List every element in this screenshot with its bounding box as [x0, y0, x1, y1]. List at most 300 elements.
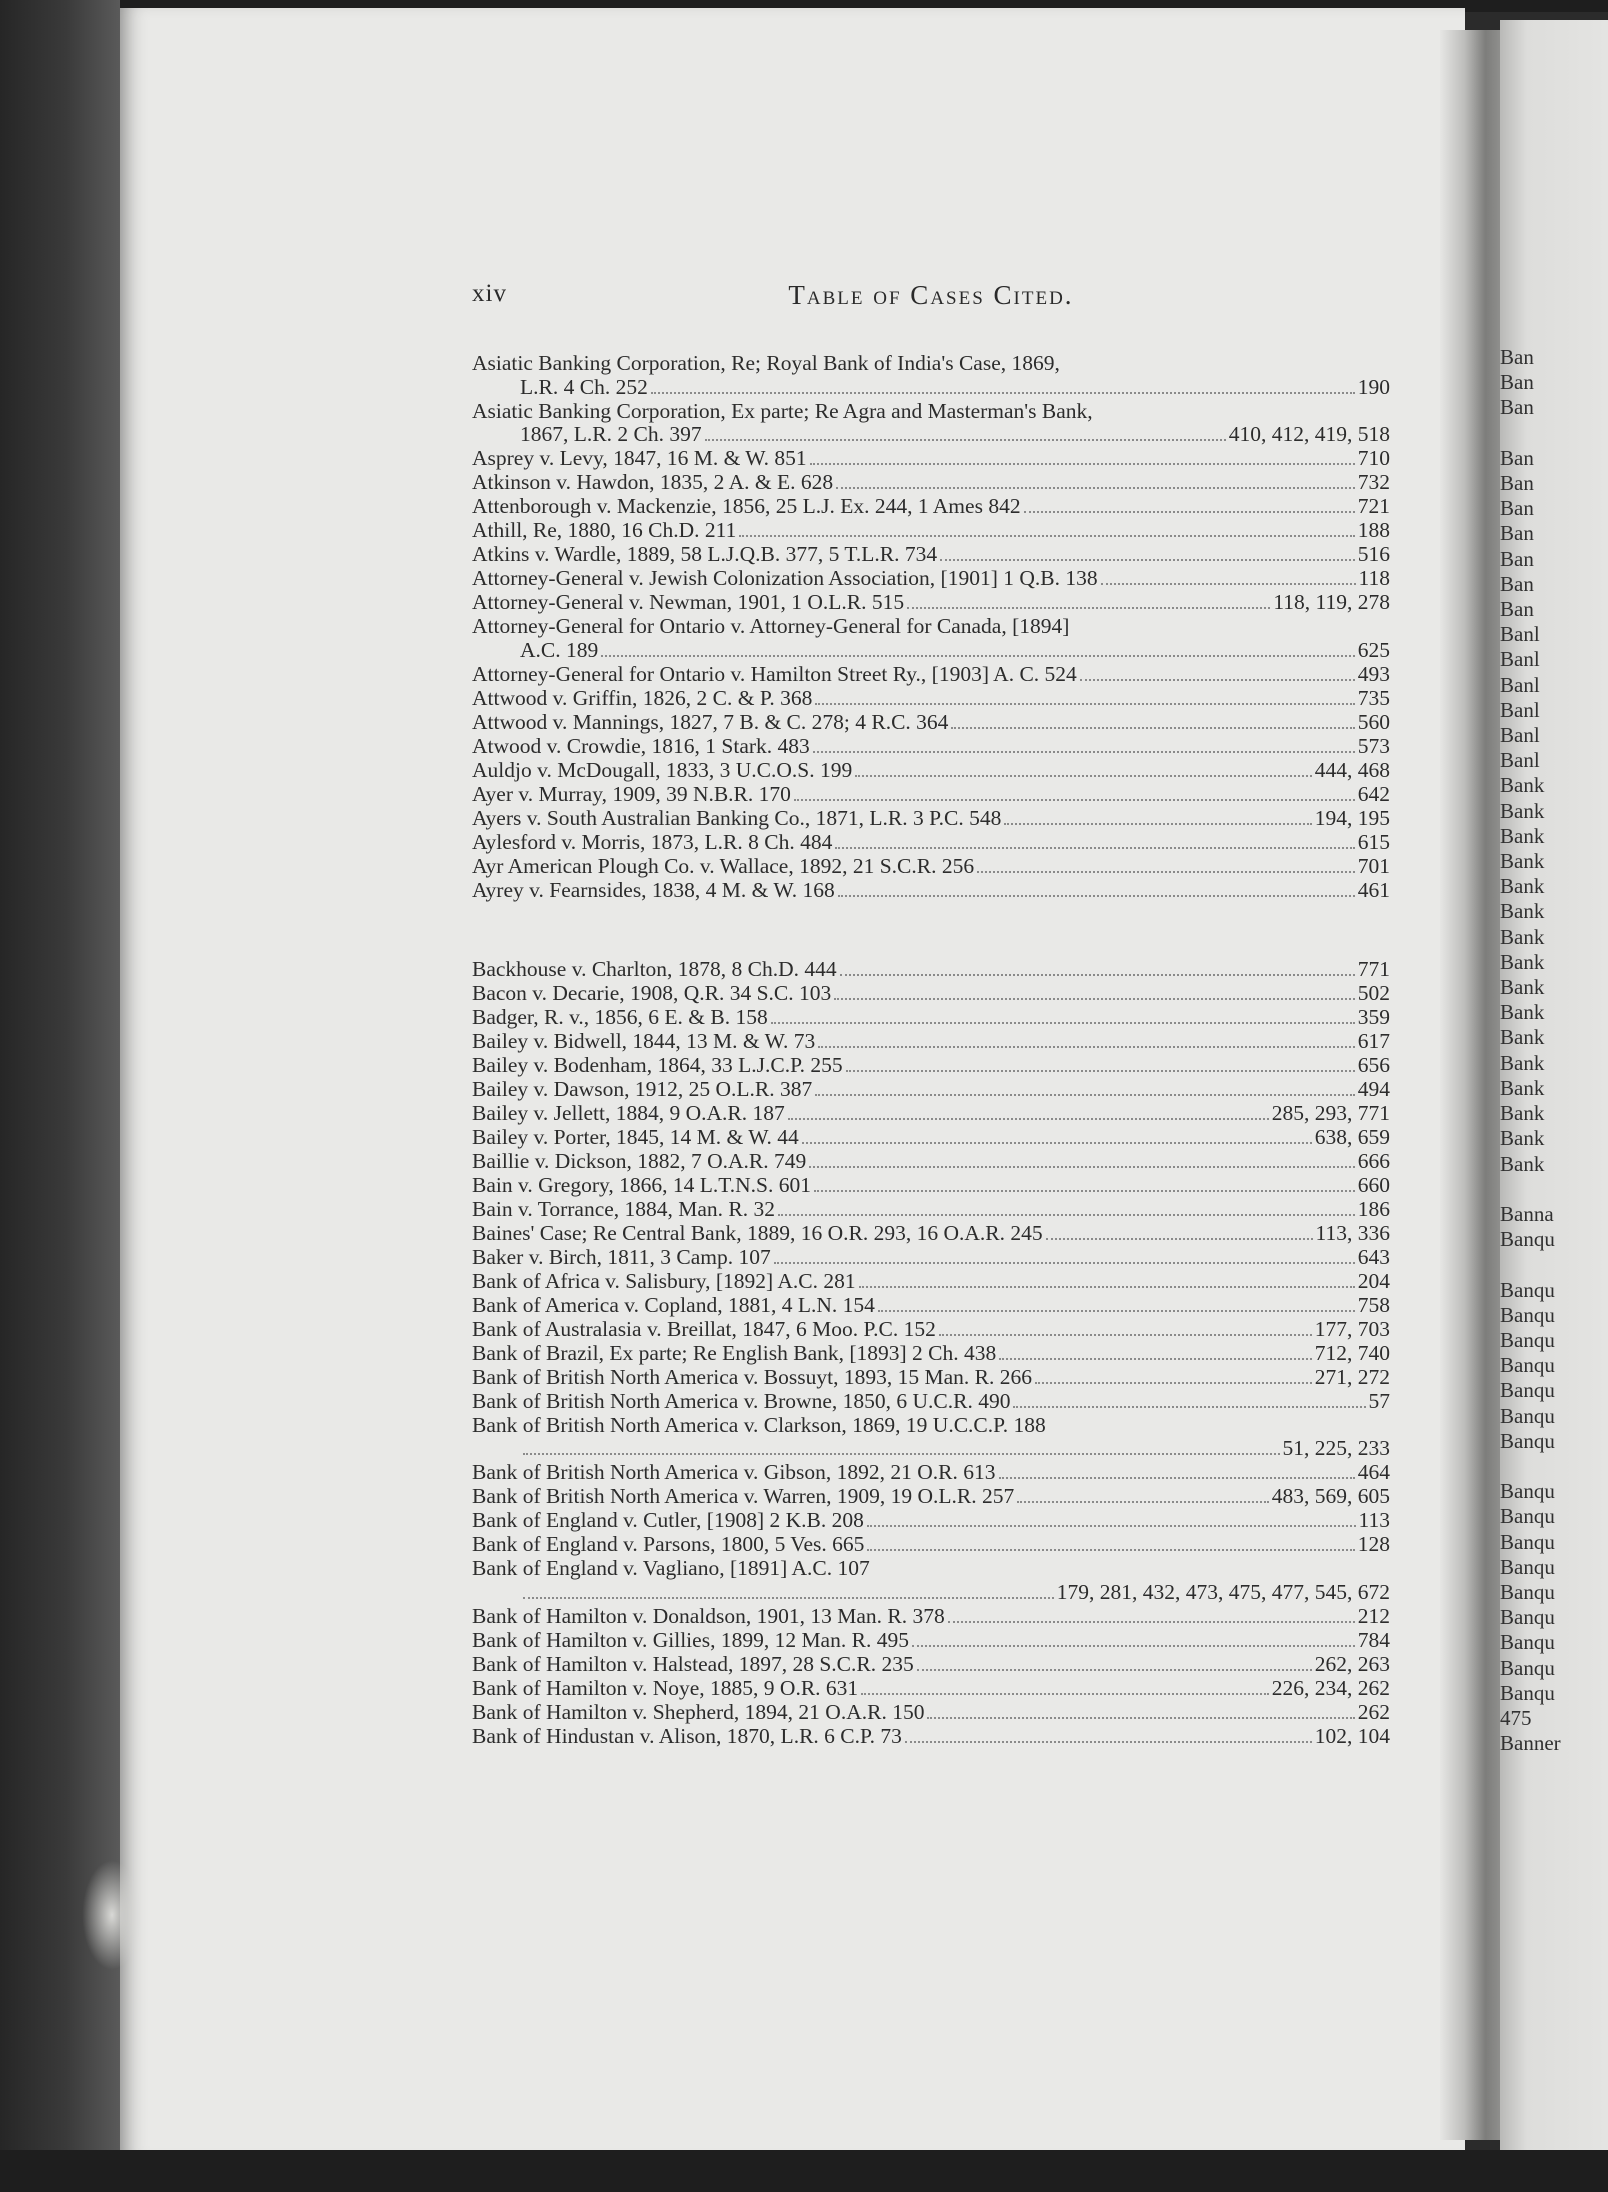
facing-page-line: Bank: [1500, 949, 1545, 974]
case-line: [472, 1150, 1390, 1174]
facing-page-line: Bank: [1500, 1025, 1545, 1050]
case-citation: Bailey v. Bodenham, 1864, 33 L.J.C.P. 255: [472, 1052, 843, 1077]
case-entry: [472, 1629, 1390, 1653]
case-citation: Atkins v. Wardle, 1889, 58 L.J.Q.B. 377, 5 T.L.R. 734: [472, 542, 938, 566]
case-line: [472, 543, 1390, 567]
case-citation: Asprey v. Levy, 1847, 16 M. & W. 851: [472, 446, 807, 470]
case-entry: [472, 543, 1390, 567]
facing-page-line: Ban: [1500, 395, 1534, 420]
case-line: [472, 807, 1390, 831]
dot-leader: [1024, 511, 1355, 513]
page-references: 701: [1357, 853, 1390, 878]
case-entry: [472, 687, 1390, 711]
facing-page-line: Banl: [1500, 672, 1540, 697]
facing-page-line: Banna: [1500, 1201, 1554, 1226]
page-references: 560: [1357, 709, 1390, 734]
case-entry: [472, 1605, 1390, 1629]
facing-page-line: [1500, 1177, 1608, 1202]
page-references: 660: [1357, 1172, 1390, 1197]
page-references: 188: [1357, 518, 1390, 542]
case-entry: [472, 1054, 1390, 1078]
page-references: 735: [1357, 685, 1390, 710]
case-line: [472, 495, 1390, 519]
page-references: 177, 703: [1314, 1316, 1390, 1341]
page-references: 262, 263: [1314, 1651, 1390, 1676]
case-line: [472, 471, 1390, 495]
case-line: [472, 759, 1390, 783]
page-header: [472, 280, 1390, 320]
dot-leader: [948, 1621, 1355, 1623]
case-citation: Backhouse v. Charlton, 1878, 8 Ch.D. 444: [472, 956, 837, 981]
case-line: [472, 1677, 1390, 1701]
case-entry: [472, 958, 1390, 982]
case-line: [472, 1102, 1390, 1126]
case-entry: [472, 1246, 1390, 1270]
page-references: 285, 293, 771: [1271, 1100, 1390, 1125]
facing-page-line: [1500, 421, 1608, 446]
case-line: [472, 1054, 1390, 1078]
facing-page-line: Ban: [1500, 571, 1534, 596]
case-entry: [472, 1102, 1390, 1126]
dot-leader: [813, 751, 1355, 753]
case-line: [472, 1198, 1390, 1222]
page-references: 721: [1357, 494, 1390, 518]
facing-page-line: Banl: [1500, 723, 1540, 748]
page-references: 118, 119, 278: [1273, 590, 1390, 614]
page-references: 190: [1357, 374, 1390, 399]
case-line: [472, 1390, 1390, 1414]
dot-leader: [1017, 1501, 1268, 1503]
case-citation: Bank of England v. Cutler, [1908] 2 K.B. 208: [472, 1508, 864, 1532]
case-entry: [472, 1294, 1390, 1318]
case-citation: Attorney-General v. Jewish Colonization Association, [1901] 1 Q.B. 138: [472, 566, 1098, 590]
dot-leader: [867, 1525, 1356, 1527]
case-line: [472, 687, 1390, 711]
case-citation: Attwood v. Griffin, 1826, 2 C. & P. 368: [472, 685, 813, 710]
case-line: [472, 447, 1390, 471]
page-references: 656: [1357, 1052, 1390, 1077]
page-references: 617: [1357, 1028, 1390, 1053]
dot-leader: [840, 974, 1355, 976]
facing-page-line: Ban: [1500, 471, 1534, 496]
dot-leader: [846, 1070, 1355, 1072]
case-line: [472, 639, 1390, 663]
case-entry: [472, 1270, 1390, 1294]
page-references: 573: [1357, 733, 1390, 758]
page-references: 212: [1357, 1603, 1390, 1628]
case-citation: Bank of British North America v. Bossuyt, 1893, 15 Man. R. 266: [472, 1364, 1032, 1389]
page-references: 113, 336: [1315, 1220, 1390, 1245]
dot-leader: [939, 1334, 1312, 1336]
dot-leader: [912, 1645, 1355, 1647]
paper-stain: [82, 1860, 142, 1970]
case-citation: Bailey v. Porter, 1845, 14 M. & W. 44: [472, 1124, 799, 1149]
page-references: 516: [1357, 542, 1390, 566]
dot-leader: [834, 998, 1354, 1000]
page-references: 179, 281, 432, 473, 475, 477, 545, 672: [1056, 1579, 1390, 1604]
facing-page-line: Banqu: [1500, 1554, 1555, 1579]
case-line: [472, 1605, 1390, 1629]
running-title: Table of Cases Cited.: [788, 280, 1074, 310]
case-title: Asiatic Banking Corporation, Ex parte; Re Agra and Masterman's Bank,: [472, 398, 1093, 423]
case-citation: Bailey v. Bidwell, 1844, 13 M. & W. 73: [472, 1028, 816, 1053]
page-references: 638, 659: [1314, 1124, 1390, 1149]
dot-leader: [878, 1310, 1355, 1312]
page-references: 51, 225, 233: [1282, 1436, 1390, 1460]
facing-page-line: Banqu: [1500, 1428, 1555, 1453]
page-references: 625: [1357, 637, 1390, 662]
page-references: 732: [1357, 470, 1390, 494]
case-citation: Bank of British North America v. Warren, 1909, 19 O.L.R. 257: [472, 1484, 1015, 1508]
page-references: 771: [1357, 956, 1390, 981]
facing-page-line: Bank: [1500, 849, 1545, 874]
facing-page-line: Banl: [1500, 647, 1540, 672]
facing-page-line: 475: [1500, 1705, 1532, 1730]
facing-page-line: Ban: [1500, 597, 1534, 622]
case-line: [472, 1126, 1390, 1150]
facing-page-line: Ban: [1500, 345, 1534, 369]
case-line: [472, 1174, 1390, 1198]
dot-leader: [809, 1166, 1355, 1168]
case-citation: Bain v. Gregory, 1866, 14 L.T.N.S. 601: [472, 1172, 811, 1197]
facing-page-line: Bank: [1500, 874, 1545, 899]
dot-leader: [815, 1094, 1355, 1096]
case-entry: [472, 567, 1390, 591]
facing-page-line: Banqu: [1500, 1605, 1555, 1630]
case-citation: Bank of Africa v. Salisbury, [1892] A.C. 281: [472, 1268, 856, 1293]
case-line: [472, 591, 1390, 615]
facing-page-text: [1500, 345, 1608, 1756]
page-references: 494: [1357, 1076, 1390, 1101]
page-references: 102, 104: [1314, 1723, 1390, 1748]
facing-page-line: Bank: [1500, 1050, 1545, 1075]
dot-leader: [815, 703, 1354, 705]
page-references: 758: [1357, 1292, 1390, 1317]
facing-page-line: Banl: [1500, 748, 1540, 773]
case-line: [472, 1078, 1390, 1102]
facing-page-line: Banqu: [1500, 1302, 1555, 1327]
scan-border-bottom: [0, 2150, 1608, 2192]
case-citation: Atkinson v. Hawdon, 1835, 2 A. & E. 628: [472, 470, 834, 494]
case-citation: Bank of Hamilton v. Noye, 1885, 9 O.R. 631: [472, 1675, 859, 1700]
facing-page-line: Banqu: [1500, 1655, 1555, 1680]
case-entry: [472, 982, 1390, 1006]
case-citation: Bank of Hamilton v. Halstead, 1897, 28 S.C.R. 235: [472, 1651, 914, 1676]
case-line: [472, 1366, 1390, 1390]
case-citation: Auldjo v. McDougall, 1833, 3 U.C.O.S. 199: [472, 757, 853, 782]
case-citation: Bank of Hindustan v. Alison, 1870, L.R. 6 C.P. 73: [472, 1723, 902, 1748]
page-references: 118: [1358, 566, 1390, 590]
dot-leader: [855, 775, 1312, 777]
case-line: [472, 855, 1390, 879]
dot-leader: [771, 1022, 1355, 1024]
case-citation: Bank of England v. Parsons, 1800, 5 Ves. 665: [472, 1532, 865, 1556]
case-line: [472, 663, 1390, 687]
page-references: 57: [1368, 1388, 1390, 1413]
dot-leader: [1035, 1382, 1312, 1384]
page-references: 666: [1357, 1148, 1390, 1173]
case-entry: [472, 1509, 1390, 1533]
case-entry: [472, 783, 1390, 807]
dot-leader: [838, 895, 1355, 897]
case-entry: [472, 519, 1390, 543]
dot-leader: [774, 1262, 1355, 1264]
case-line: [472, 1725, 1390, 1749]
dot-leader: [836, 487, 1355, 489]
case-citation: L.R. 4 Ch. 252: [520, 374, 648, 399]
case-line: [472, 1294, 1390, 1318]
case-line: [472, 376, 1390, 400]
page-references: 410, 412, 419, 518: [1228, 422, 1390, 446]
case-entry: [472, 1126, 1390, 1150]
case-entry: [472, 1725, 1390, 1749]
case-citation: Bank of British North America v. Browne, 1850, 6 U.C.R. 490: [472, 1388, 1011, 1413]
case-line: [472, 1533, 1390, 1557]
section-gap: [472, 903, 1390, 958]
case-title: Asiatic Banking Corporation, Re; Royal Bank of India's Case, 1869,: [472, 351, 1060, 375]
case-citation: Ayer v. Murray, 1909, 39 N.B.R. 170: [472, 781, 791, 806]
case-line: [472, 423, 1390, 447]
case-entry: [472, 1006, 1390, 1030]
facing-page-line: Bank: [1500, 773, 1545, 798]
case-line: [472, 879, 1390, 903]
case-citation: Bank of Hamilton v. Gillies, 1899, 12 Man. R. 495: [472, 1627, 909, 1652]
case-entry: [472, 855, 1390, 879]
case-entry: [472, 471, 1390, 495]
case-line: [472, 711, 1390, 735]
case-index: [472, 352, 1390, 1749]
case-citation: Baker v. Birch, 1811, 3 Camp. 107: [472, 1244, 771, 1269]
dot-leader: [940, 559, 1355, 561]
page-references: 464: [1357, 1460, 1390, 1484]
facing-page-line: Banner: [1500, 1731, 1561, 1756]
case-entry: [472, 663, 1390, 687]
facing-page-line: Bank: [1500, 1126, 1545, 1151]
case-citation: Badger, R. v., 1856, 6 E. & B. 158: [472, 1004, 768, 1029]
dot-leader: [1101, 583, 1356, 585]
case-line: [472, 1318, 1390, 1342]
dot-leader: [977, 871, 1355, 873]
case-entry: [472, 831, 1390, 855]
dot-leader: [951, 727, 1354, 729]
case-entry: [472, 1557, 1390, 1605]
dot-leader: [810, 463, 1355, 465]
case-entry: [472, 1414, 1390, 1462]
facing-page-line: Banqu: [1500, 1504, 1555, 1529]
facing-page-line: Bank: [1500, 798, 1545, 823]
case-entry: [472, 1366, 1390, 1390]
case-line: [472, 1485, 1390, 1509]
facing-page-line: Banqu: [1500, 1227, 1555, 1252]
case-entry: [472, 1533, 1390, 1557]
case-line: [472, 735, 1390, 759]
facing-page-line: Banqu: [1500, 1579, 1555, 1604]
case-entry: [472, 1653, 1390, 1677]
case-citation: Bailey v. Jellett, 1884, 9 O.A.R. 187: [472, 1100, 785, 1125]
dot-leader: [999, 1358, 1311, 1360]
dot-leader: [788, 1118, 1269, 1120]
page-references: 710: [1357, 446, 1390, 470]
page-number: xiv: [472, 280, 507, 307]
facing-page-line: Banqu: [1500, 1403, 1555, 1428]
facing-page-line: Ban: [1500, 445, 1534, 470]
case-citation: Aylesford v. Morris, 1873, L.R. 8 Ch. 484: [472, 829, 833, 854]
facing-page-line: Banqu: [1500, 1327, 1555, 1352]
facing-page-line: Bank: [1500, 1075, 1545, 1100]
case-entry: [472, 1198, 1390, 1222]
page-references: 113: [1358, 1508, 1390, 1532]
case-line: [472, 519, 1390, 543]
dot-leader: [1046, 1238, 1313, 1240]
case-line: [472, 1653, 1390, 1677]
case-citation: Attorney-General v. Newman, 1901, 1 O.L.R. 515: [472, 590, 905, 614]
dot-leader: [999, 1477, 1355, 1479]
dot-leader: [818, 1046, 1355, 1048]
case-citation: Ayers v. South Australian Banking Co., 1871, L.R. 3 P.C. 548: [472, 805, 1002, 830]
case-citation: Bank of Hamilton v. Donaldson, 1901, 13 Man. R. 378: [472, 1603, 945, 1628]
page-references: 359: [1357, 1004, 1390, 1029]
case-entry: [472, 1078, 1390, 1102]
dot-leader: [867, 1549, 1354, 1551]
case-citation: Bank of British North America v. Gibson, 1892, 21 O.R. 613: [472, 1460, 996, 1484]
facing-page-line: Ban: [1500, 496, 1534, 521]
facing-page-line: Banqu: [1500, 1277, 1555, 1302]
case-entry: [472, 400, 1390, 448]
facing-page-line: Banl: [1500, 697, 1540, 722]
page-references: 128: [1357, 1532, 1390, 1556]
case-line: [472, 1246, 1390, 1270]
facing-page-line: Ban: [1500, 546, 1534, 571]
case-citation: Attenborough v. Mackenzie, 1856, 25 L.J. Ex. 244, 1 Ames 842: [472, 494, 1021, 518]
case-citation: Ayrey v. Fearnsides, 1838, 4 M. & W. 168: [472, 877, 835, 902]
case-citation: Baines' Case; Re Central Bank, 1889, 16 O.R. 293, 16 O.A.R. 245: [472, 1220, 1043, 1245]
case-entry: [472, 759, 1390, 783]
page-references: 712, 740: [1314, 1340, 1390, 1365]
dot-leader: [651, 392, 1355, 394]
case-entry: [472, 615, 1390, 663]
dot-leader: [927, 1717, 1354, 1719]
dot-leader: [794, 799, 1355, 801]
page-references: 271, 272: [1314, 1364, 1390, 1389]
facing-page-line: Banqu: [1500, 1353, 1555, 1378]
page-references: 483, 569, 605: [1271, 1484, 1390, 1508]
facing-page-line: Banqu: [1500, 1630, 1555, 1655]
case-citation: Baillie v. Dickson, 1882, 7 O.A.R. 749: [472, 1148, 807, 1173]
facing-page-line: Banqu: [1500, 1529, 1555, 1554]
page-references: 493: [1357, 661, 1390, 686]
page-references: 642: [1357, 781, 1390, 806]
facing-page-line: Bank: [1500, 1101, 1545, 1126]
dot-leader: [802, 1142, 1312, 1144]
case-citation: Bacon v. Decarie, 1908, Q.R. 34 S.C. 103: [472, 980, 832, 1005]
case-citation: Bailey v. Dawson, 1912, 25 O.L.R. 387: [472, 1076, 813, 1101]
case-citation: Ayr American Plough Co. v. Wallace, 1892, 21 S.C.R. 256: [472, 853, 975, 878]
dot-leader: [907, 607, 1270, 609]
dot-leader: [861, 1693, 1269, 1695]
dot-leader: [1004, 823, 1311, 825]
case-entry: [472, 1461, 1390, 1485]
case-line: [472, 1030, 1390, 1054]
case-entry: [472, 1222, 1390, 1246]
dot-leader: [814, 1190, 1355, 1192]
dot-leader: [1013, 1406, 1365, 1408]
case-entry: [472, 1701, 1390, 1725]
case-line: [472, 1342, 1390, 1366]
case-entry: [472, 591, 1390, 615]
case-line: [472, 1581, 1390, 1605]
case-line: [472, 958, 1390, 982]
page-references: 502: [1357, 980, 1390, 1005]
case-citation: 1867, L.R. 2 Ch. 397: [520, 422, 702, 446]
case-entry: [472, 352, 1390, 400]
facing-page-line: Bank: [1500, 1151, 1545, 1176]
case-entry: [472, 711, 1390, 735]
case-entry: [472, 1485, 1390, 1509]
facing-page-line: Banl: [1500, 622, 1540, 647]
case-line: [472, 831, 1390, 855]
dot-leader: [523, 1453, 1280, 1455]
case-title: Attorney-General for Ontario v. Attorney-General for Canada, [1894]: [472, 614, 1070, 638]
facing-page-line: Bank: [1500, 1000, 1545, 1025]
case-title: Bank of British North America v. Clarkson, 1869, 19 U.C.C.P. 188: [472, 1412, 1046, 1437]
facing-page-line: Banqu: [1500, 1680, 1555, 1705]
case-title: Bank of England v. Vagliano, [1891] A.C. 107: [472, 1556, 870, 1580]
page-references: 186: [1357, 1196, 1390, 1221]
case-entry: [472, 1390, 1390, 1414]
case-line: [472, 1509, 1390, 1533]
case-citation: Attwood v. Mannings, 1827, 7 B. & C. 278; 4 R.C. 364: [472, 709, 949, 734]
case-citation: Bank of Hamilton v. Shepherd, 1894, 21 O.A.R. 150: [472, 1699, 925, 1724]
facing-page-line: Banqu: [1500, 1378, 1555, 1403]
dot-leader: [778, 1214, 1355, 1216]
page-references: 444, 468: [1314, 757, 1390, 782]
page-references: 615: [1357, 829, 1390, 854]
case-entry: [472, 447, 1390, 471]
case-citation: Bain v. Torrance, 1884, Man. R. 32: [472, 1196, 776, 1221]
case-citation: Attorney-General for Ontario v. Hamilton Street Ry., [1903] A. C. 524: [472, 661, 1077, 686]
case-entry: [472, 1318, 1390, 1342]
dot-leader: [739, 535, 1354, 537]
facing-page-line: Ban: [1500, 370, 1534, 395]
case-line: [472, 567, 1390, 591]
case-line: [472, 1629, 1390, 1653]
case-entry: [472, 1030, 1390, 1054]
case-entry: [472, 735, 1390, 759]
facing-page-line: Bank: [1500, 924, 1545, 949]
facing-page-line: Bank: [1500, 823, 1545, 848]
case-line: [472, 1701, 1390, 1725]
case-line: [472, 1437, 1390, 1461]
dot-leader: [705, 439, 1226, 441]
facing-page-line: Ban: [1500, 521, 1534, 546]
dot-leader: [835, 847, 1354, 849]
facing-page-line: [1500, 1454, 1608, 1479]
case-citation: Bank of America v. Copland, 1881, 4 L.N. 154: [472, 1292, 875, 1317]
facing-page-line: Banqu: [1500, 1479, 1555, 1504]
page-references: 194, 195: [1314, 805, 1390, 830]
case-citation: Bank of Australasia v. Breillat, 1847, 6 Moo. P.C. 152: [472, 1316, 936, 1341]
page-references: 262: [1357, 1699, 1390, 1724]
case-entry: [472, 1174, 1390, 1198]
case-entry: [472, 1150, 1390, 1174]
case-entry: [472, 807, 1390, 831]
page-references: 643: [1357, 1244, 1390, 1269]
case-entry: [472, 879, 1390, 903]
case-line: [472, 1461, 1390, 1485]
case-citation: Bank of Brazil, Ex parte; Re English Bank, [1893] 2 Ch. 438: [472, 1340, 997, 1365]
case-entry: [472, 1342, 1390, 1366]
facing-page-line: Bank: [1500, 899, 1545, 924]
